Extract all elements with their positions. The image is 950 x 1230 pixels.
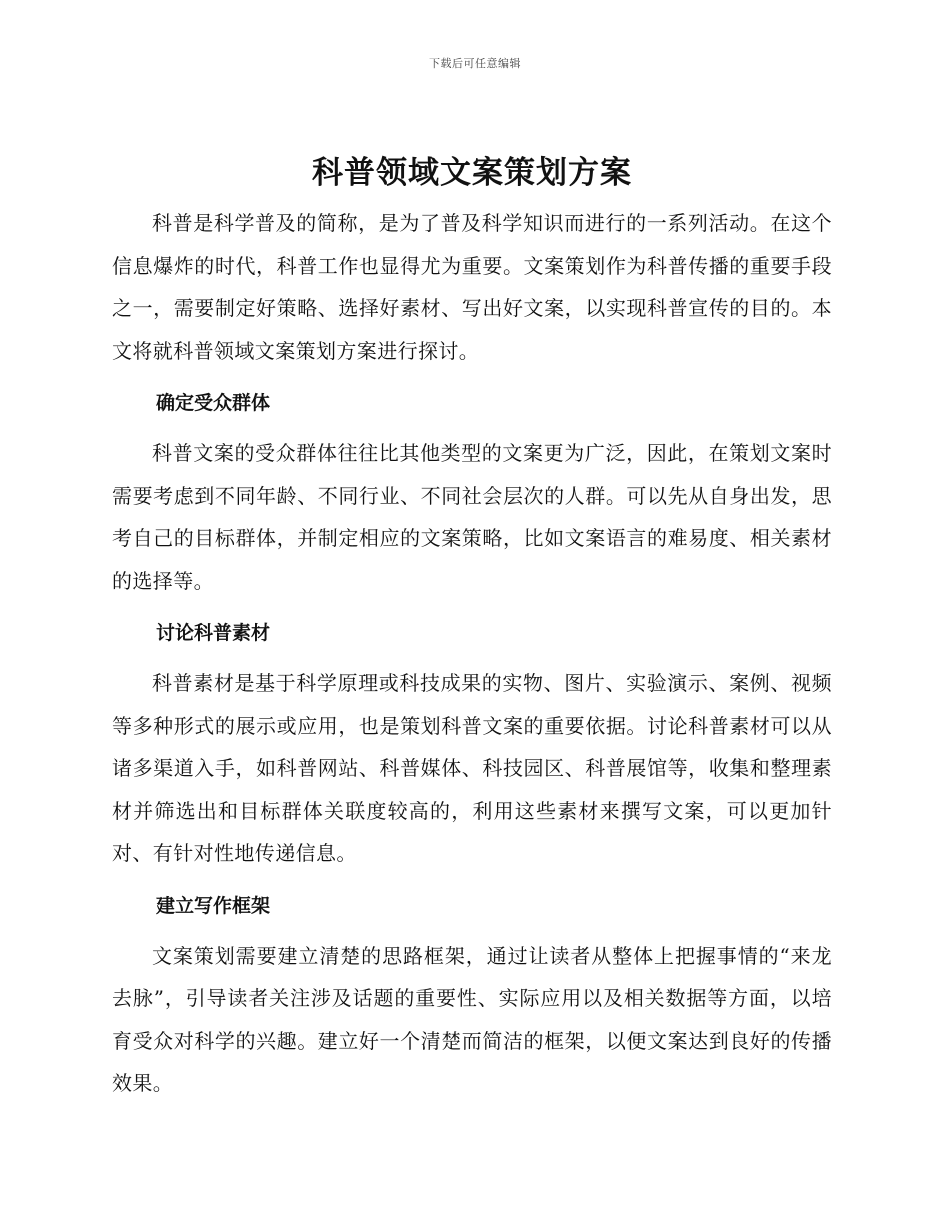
intro-paragraph: 科普是科学普及的简称，是为了普及科学知识而进行的一系列活动。在这个信息爆炸的时代，科普工作也显得尤为重要。文案策划作为科普传播的重要手段之一，需要制定好策略、选择好素材、写出好文案，以实现科普宣传的目的。本文将就科普领域文案策划方案进行探讨。: [112, 211, 832, 363]
section-heading-audience: 确定受众群体: [156, 392, 271, 414]
section-body-framework: 文案策划需要建立清楚的思路框架，通过让读者从整体上把握事情的“来龙去脉”，引导读者关注涉及话题的重要性、实际应用以及相关数据等方面，以培育受众对科学的兴趣。建立好一个清楚而简洁的框架，以便文案达到良好的传播效果。: [112, 943, 832, 1095]
document-body: [112, 148, 832, 1105]
section-body-audience: 科普文案的受众群体往往比其他类型的文案更为广泛，因此，在策划文案时需要考虑到不同年龄、不同行业、不同社会层次的人群。可以先从自身出发，思考自己的目标群体，并制定相应的文案策略，比如文案语言的难易度、相关素材的选择等。: [112, 441, 832, 593]
section-heading-materials: 讨论科普素材: [156, 622, 271, 644]
section-heading-framework: 建立写作框架: [156, 894, 271, 917]
document-title: 科普领域文案策划方案: [312, 155, 632, 191]
header-note: 下载后可任意编辑: [429, 57, 521, 70]
section-body-materials: 科普素材是基于科学原理或科技成果的实物、图片、实验演示、案例、视频等多种形式的展示或应用，也是策划科普文案的重要依据。讨论科普素材可以从诸多渠道入手，如科普网站、科普媒体、科技园区、科普展馆等，收集和整理素材并筛选出和目标群体关联度较高的，利用这些素材来撰写文案，可以更加针对、有针对性地传递信息。: [112, 671, 832, 865]
